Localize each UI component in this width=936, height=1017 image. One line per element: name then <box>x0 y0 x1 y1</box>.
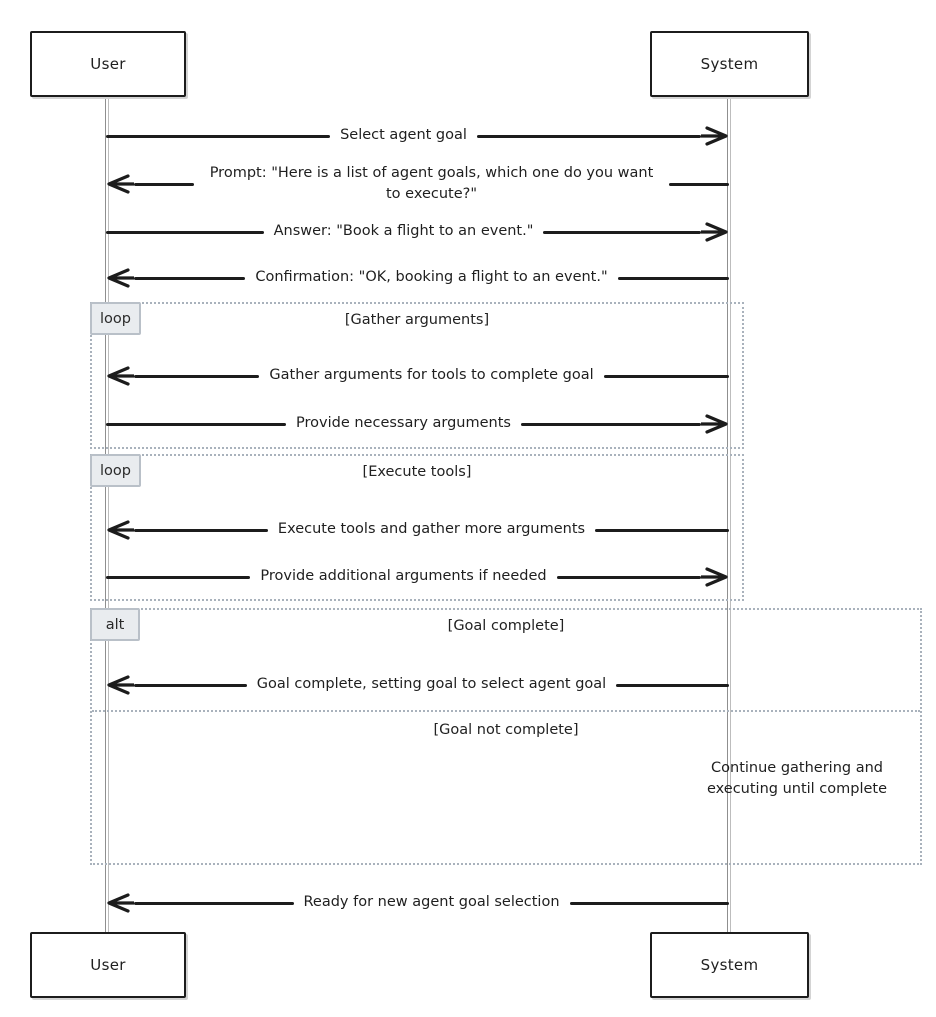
loop-label: loop <box>90 454 141 487</box>
actor-label: System <box>700 956 759 974</box>
message-prompt-agent-goals <box>106 163 729 205</box>
actor-label: User <box>90 55 126 73</box>
actor-user-bottom <box>30 932 186 998</box>
message-line <box>106 576 250 579</box>
message-confirmation-booking <box>106 267 729 289</box>
loop-title-gather-arguments: [Gather arguments] <box>344 312 490 328</box>
message-provide-arguments <box>106 413 729 435</box>
note-continue-gathering: Continue gathering and executing until complete <box>706 760 888 798</box>
message-provide-additional-arguments <box>106 566 729 588</box>
alt-title-goal-complete: [Goal complete] <box>447 618 565 634</box>
loop-title-execute-tools: [Execute tools] <box>362 464 472 480</box>
alt-title-goal-not-complete: [Goal not complete] <box>433 722 579 738</box>
message-line <box>134 183 194 186</box>
message-line <box>477 135 701 138</box>
arrowhead-right-icon <box>701 413 729 435</box>
message-goal-complete <box>106 674 729 696</box>
actor-system-top <box>650 31 809 97</box>
message-line <box>134 529 268 532</box>
message-answer-book-flight <box>106 221 729 243</box>
actor-label: System <box>700 55 759 73</box>
message-text: Gather arguments for tools to complete goal <box>269 367 594 384</box>
arrowhead-left-icon <box>106 892 134 914</box>
loop-label: loop <box>90 302 141 335</box>
message-text: Prompt: "Here is a list of agent goals, which one do you want to execute?" <box>209 164 654 202</box>
message-text: Select agent goal <box>340 127 467 144</box>
arrowhead-right-icon <box>701 566 729 588</box>
arrowhead-right-icon <box>701 221 729 243</box>
message-line <box>604 375 729 378</box>
message-line <box>106 231 264 234</box>
actor-system-bottom <box>650 932 809 998</box>
alt-frame-goal-complete <box>90 608 922 865</box>
message-line <box>543 231 701 234</box>
arrowhead-left-icon <box>106 674 134 696</box>
arrowhead-left-icon <box>106 267 134 289</box>
message-text: Execute tools and gather more arguments <box>277 521 586 538</box>
message-text: Goal complete, setting goal to select agent goal <box>256 676 607 693</box>
message-ready-for-new-goal <box>106 892 729 914</box>
message-line <box>669 183 729 186</box>
arrowhead-left-icon <box>106 173 134 195</box>
message-line <box>570 902 730 905</box>
message-line <box>134 277 245 280</box>
alt-divider <box>92 710 920 712</box>
message-line <box>521 423 701 426</box>
message-line <box>106 423 286 426</box>
message-text: Confirmation: "OK, booking a flight to an event." <box>255 269 608 286</box>
message-line <box>616 684 729 687</box>
alt-label: alt <box>90 608 140 641</box>
arrowhead-left-icon <box>106 519 134 541</box>
message-text: Provide additional arguments if needed <box>260 568 547 585</box>
message-line <box>595 529 729 532</box>
message-text: Provide necessary arguments <box>296 415 511 432</box>
message-text: Ready for new agent goal selection <box>303 894 560 911</box>
message-line <box>134 902 294 905</box>
message-line <box>557 576 701 579</box>
actor-user-top <box>30 31 186 97</box>
message-gather-arguments <box>106 365 729 387</box>
arrowhead-right-icon <box>701 125 729 147</box>
message-line <box>134 375 259 378</box>
arrowhead-left-icon <box>106 365 134 387</box>
message-execute-tools <box>106 519 729 541</box>
actor-label: User <box>90 956 126 974</box>
message-line <box>106 135 330 138</box>
message-line <box>134 684 247 687</box>
message-text: Answer: "Book a flight to an event." <box>273 223 534 240</box>
message-select-agent-goal <box>106 125 729 147</box>
message-line <box>618 277 729 280</box>
